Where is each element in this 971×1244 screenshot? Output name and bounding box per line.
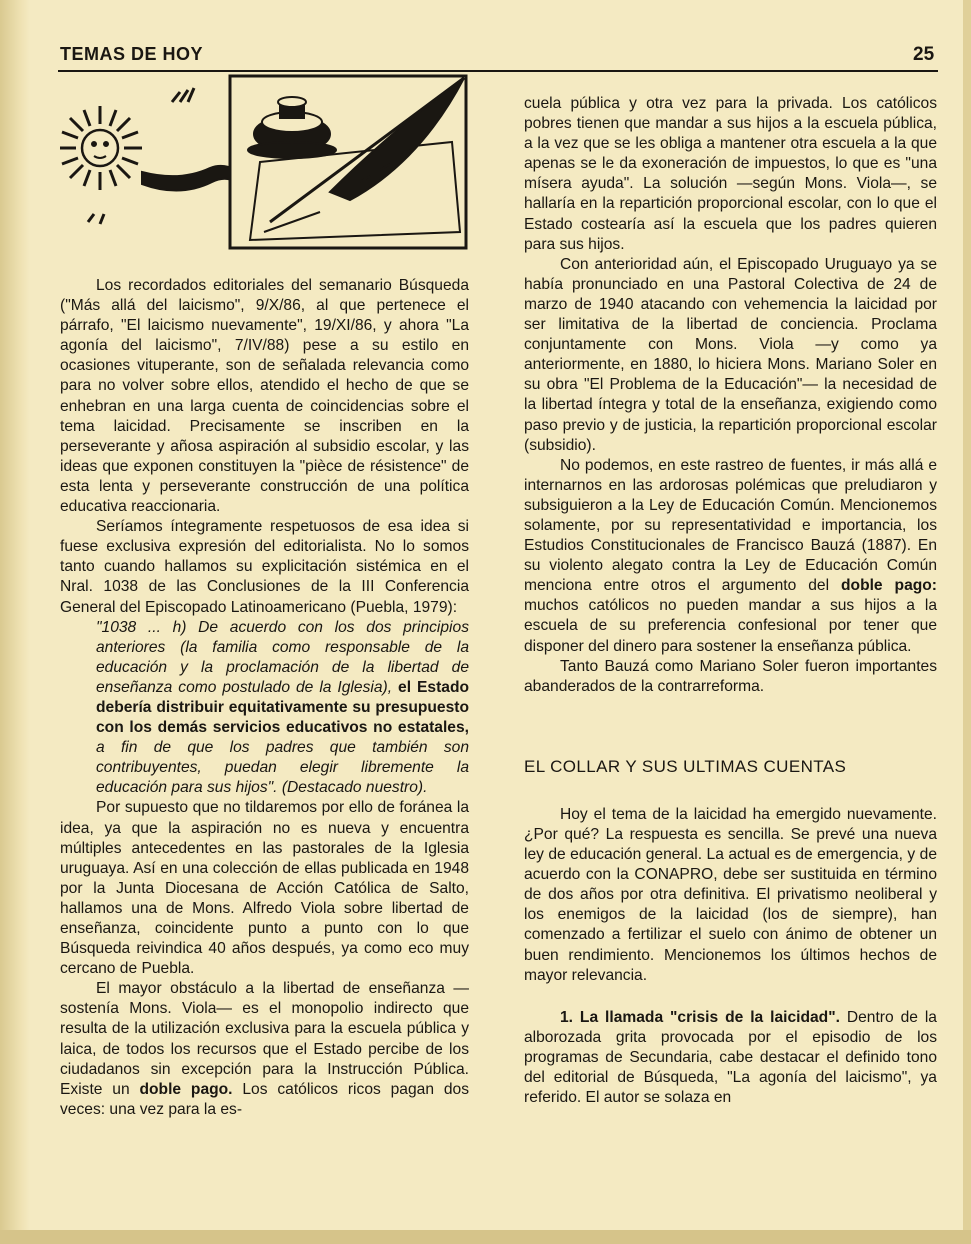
text-run: muchos católicos no pueden mandar a sus hijos a la escuela de su preferencia confesional por tener que disponer del dinero para sostener la enseñanza pública.	[524, 597, 937, 655]
page-number: 25	[913, 44, 935, 65]
paragraph: Hoy el tema de la laicidad ha emergido nuevamente. ¿Por qué? La respuesta es sencilla. Se prevé una nueva ley de educación general. La actual es de emergencia, y de acuerdo con la CONAPRO, debe ser sustituida en término de dos años por otra definitiva. El privatismo neoliberal y los enemigos de la laicidad (los de siempre), han comenzado a fertilizar el suelo con ánimo de obtener un buen rendimiento. Mencionemos los últimos hechos de mayor relevancia.	[524, 805, 937, 984]
paragraph: Los recordados editoriales del semanario Búsqueda ("Más allá del laicismo", 9/X/86, al que pertenece el párrafo, "El laicismo nuevamente", 19/XI/86, y ahora "La agonía del laicismo", 7/IV/88) pese a su estilo en ocasiones vituperante, son de señalada relevancia como para no volver sobre ellos, atendido el hecho de que se enhebran en una larga cuenta de coincidencias sobre el tema laicidad. Precisamente se inscriben en la perseverante y añosa aspiración al subsidio escolar, y las ideas que exponen constituyen la "pièce de résistence" de esta lenta y perseverante construcción de una política educativa reaccionaria.	[60, 277, 469, 516]
paragraph: Con anterioridad aún, el Episcopado Uruguayo ya se había pronunciado en una Pastoral Colectiva de 24 de marzo de 1940 atacando con vehemencia la laicidad por ser limitativa de la libertad de conciencia. Proclama conjuntamente con Mons. Viola —y como ya anteriormente, en 1880, lo hiciera Mons. Mariano Soler en su obra "El Problema de la Educación"— la necesidad de la libertad íntegra y total de la enseñanza, exigiendo como paso previo y de justicia, la repartición proporcional escolar (subsidio).	[524, 255, 937, 454]
text-bold: doble pago:	[829, 577, 938, 595]
text-run: No podemos, en este rastreo de fuentes, ir más allá e internarnos en las ardorosas polémicas que preludiaron y subsiguieron a la Ley de Educación Común. Mencionemos solamente, por su representatividad e importancia, los Estudios Constitucionales de Francisco Bauzá (1887). En su violento alegato contra la Ley de Educación Común menciona entre otros el argumento del	[524, 456, 937, 595]
text-run: El mayor obstáculo a la libertad de enseñanza —sostenía Mons. Viola— es el monopolio indirecto que resulta de la utilización exclusiva para la escuela pública y laica, de todos los recursos que el Estado percibe de los ciudadanos sin excepción para la Instrucción Pública. Existe un	[60, 980, 469, 1098]
paragraph	[524, 456, 937, 657]
paragraph: cuela pública y otra vez para la privada. Los católicos pobres tienen que mandar a sus hijos a la escuela pública, a la vez que se les obliga a mantener otra escuela a la que apenas se le da exoneración de impuestos, lo que es "una mísera ayuda". La solución —según Mons. Viola—, se hallaría en la repartición proporcional escolar, con lo que el Estado costearía así la escuela que los padres quieren para sus hijos.	[524, 95, 937, 253]
puebla-quote	[60, 618, 469, 799]
quote-italic: a fin de que los padres que también son contribuyentes, puedan elegir libremente la educación para sus hijos". (Destacado nuestro).	[96, 739, 469, 797]
text-bold: doble pago.	[129, 1080, 233, 1098]
right-column	[524, 94, 937, 1108]
sun-inkwell-quill-illustration	[60, 72, 472, 252]
page-edge-bottom	[0, 1230, 971, 1244]
running-head: TEMAS DE HOY	[60, 44, 204, 64]
paragraph: Por supuesto que no tildaremos por ello de foránea la idea, ya que la aspiración no es nueva y encuentra múltiples antecedentes en las pastorales de la Iglesia uruguaya. Así en una colección de ellas publicada en 1948 por la Junta Diocesana de Acción Católica de Salto, hallamos una de Mons. Alfredo Viola sobre libertad de enseñanza, coincidente punto a punto con lo que Búsqueda reivindica 40 años después, ya como eco muy cercano de Puebla.	[60, 799, 469, 978]
page-edge-right	[963, 0, 971, 1244]
quote-bold: el Estado debería distribuir equitativamente su presupuesto con los demás servicios educativos no estatales,	[96, 678, 469, 737]
quote-italic: "1038 ... h) De acuerdo con los dos principios anteriores (la familia como responsable de la educación y la proclamación de la libertad de enseñanza como postulado de la Iglesia),	[96, 618, 469, 696]
paragraph: Tanto Bauzá como Mariano Soler fueron importantes abanderados de la contrarreforma.	[524, 657, 937, 695]
section-title: EL COLLAR Y SUS ULTIMAS CUENTAS	[524, 756, 847, 776]
sun-icon	[60, 106, 142, 190]
left-column	[60, 276, 469, 1120]
subsection-heading: 1. La llamada "crisis de la laicidad".	[560, 1008, 840, 1026]
text-run: Dentro de la alborozada grita provocada por el episodio de los programas de Secundaria, cabe destacar el definido tono del editorial de Búsqueda, "La agonía del laicismo", ya referido. El autor se solaza en	[524, 1008, 937, 1107]
paragraph	[524, 1008, 937, 1108]
page-edge-left	[0, 0, 30, 1244]
text-run: Los católicos ricos pagan dos veces: una vez para la es-	[60, 1080, 469, 1118]
paragraph: Seríamos íntegramente respetuosos de esa idea si fuese exclusiva expresión del editorialista. No lo somos tanto cuando hallamos su explicitación sistémica en el Nral. 1038 de las Conclusiones de la III Conferencia General del Episcopado Latinoamericano (Puebla, 1979):	[60, 518, 469, 616]
paragraph	[60, 979, 469, 1120]
